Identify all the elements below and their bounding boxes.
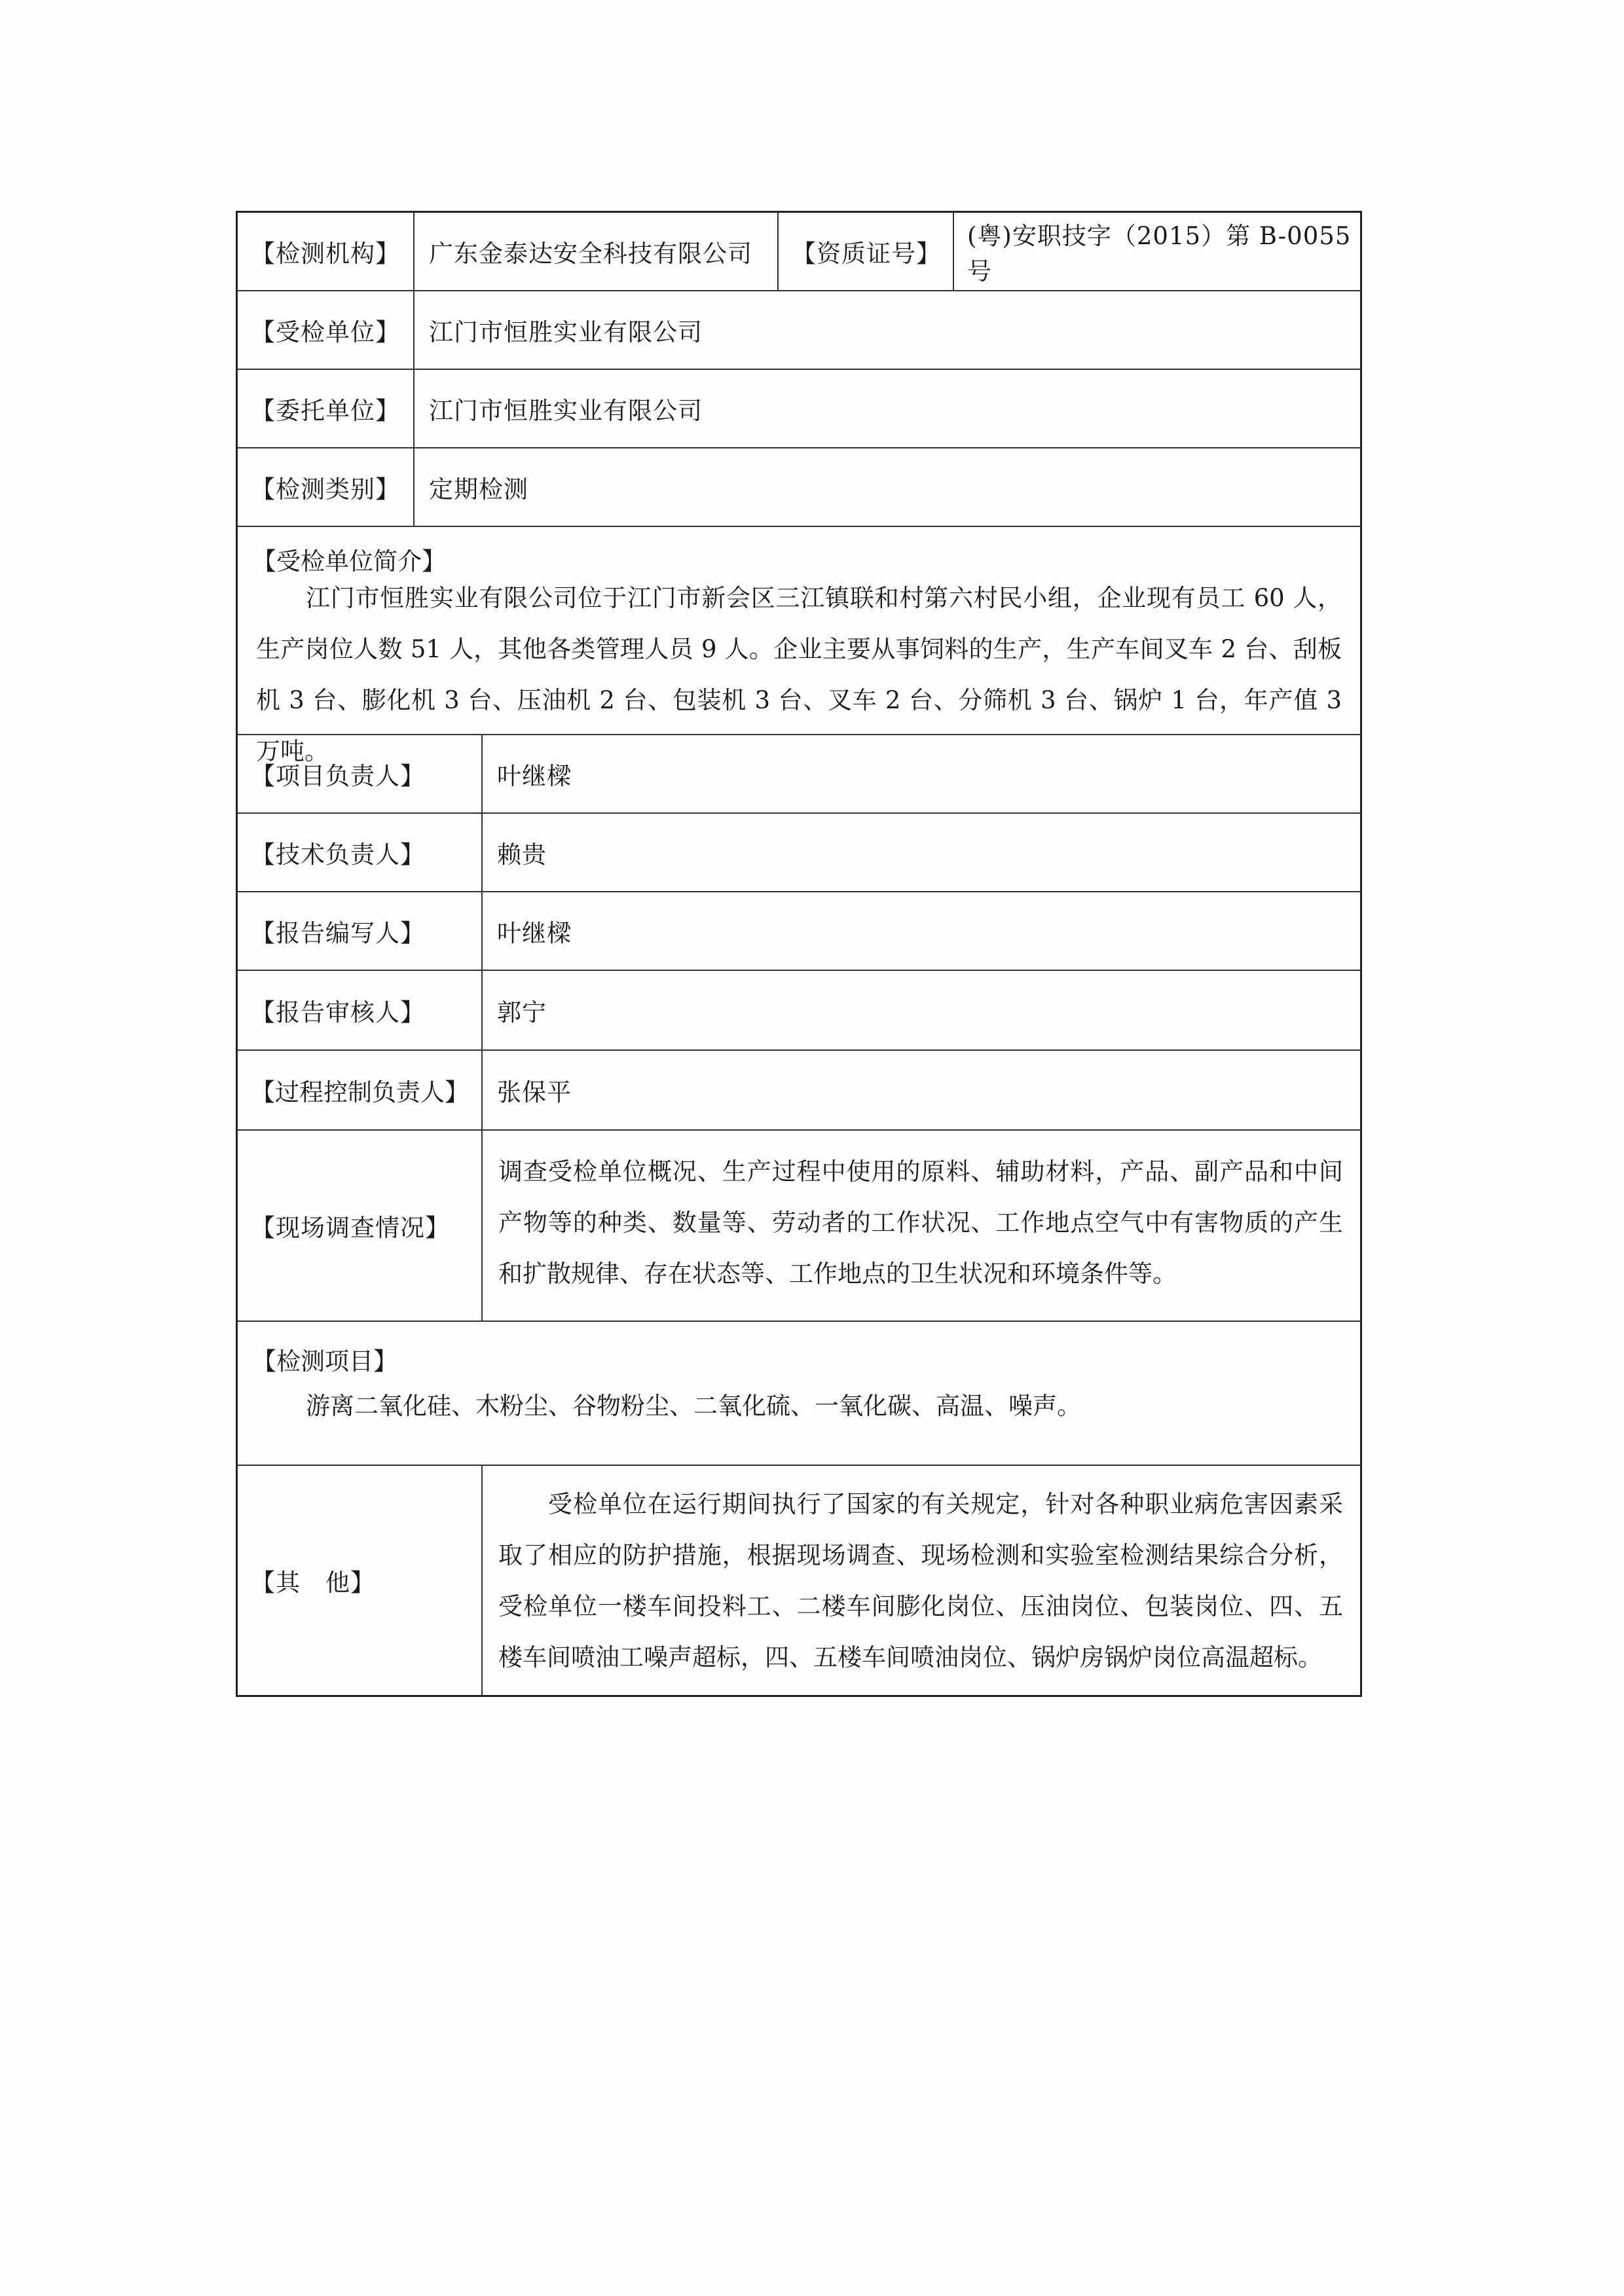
process-control-label: 【过程控制负责人】 [238,1051,483,1129]
row-category [238,448,1360,527]
items-text: 游离二氧化硅、木粉尘、谷物粉尘、二氧化硫、一氧化碳、高温、噪声。 [306,1392,1081,1420]
row-tech-lead [238,814,1360,892]
process-control-value: 张保平 [497,1078,572,1106]
category-label: 【检测类别】 [238,448,415,526]
survey-text: 调查受检单位概况、生产过程中使用的原料、辅助材料，产品、副产品和中间产物等的种类、数量等、劳动者的工作状况、工作地点空气中有害物质的产生和扩散规律、存在状态等、工作地点的卫生状况和环境条件等。 [498,1157,1343,1288]
tech-lead-label: 【技术负责人】 [238,814,483,891]
row-inspected [238,291,1360,370]
row-agency [238,213,1360,291]
row-items [238,1322,1360,1466]
items-label: 【检测项目】 [252,1347,397,1376]
row-client [238,370,1360,448]
row-report-writer [238,892,1360,971]
inspected-label: 【受检单位】 [238,291,415,369]
row-other [238,1466,1360,1695]
report-reviewer-label: 【报告审核人】 [238,971,483,1049]
other-text: 受检单位在运行期间执行了国家的有关规定，针对各种职业病危害因素采取了相应的防护措施，根据现场调查、现场检测和实验室检测结果综合分析，受检单位一楼车间投料工、二楼车间膨化岗位、压油岗位、包装岗位、四、五楼车间喷油工噪声超标，四、五楼车间喷油岗位、锅炉房锅炉岗位高温超标。 [498,1490,1343,1671]
agency-label: 【检测机构】 [238,213,415,290]
agency-value: 广东金泰达安全科技有限公司 [415,213,779,290]
row-survey [238,1131,1360,1322]
category-value: 定期检测 [429,475,528,503]
report-writer-label: 【报告编写人】 [238,892,483,970]
project-lead-value: 叶继樑 [497,762,572,790]
inspected-value: 江门市恒胜实业有限公司 [429,318,703,346]
row-report-reviewer [238,971,1360,1051]
profile-text: 江门市恒胜实业有限公司位于江门市新会区三江镇联和村第六村民小组，企业现有员工 60 人，生产岗位人数 51 人，其他各类管理人员 9 人。企业主要从事饲料的生产，生产车间叉车 2 台、刮板机 3 台、膨化机 3 台、压油机 2 台、包装机 3 台、叉车 2 台、分筛机 3 台、锅炉 1 台，年产值 3 万吨。 [256,584,1342,765]
cert-value: (粤)安职技字（2015）第 B-0055 号 [967,222,1352,285]
row-process-control [238,1051,1360,1131]
client-value: 江门市恒胜实业有限公司 [429,397,703,425]
report-reviewer-value: 郭宁 [497,998,547,1027]
survey-label: 【现场调查情况】 [238,1131,483,1321]
cert-label: 【资质证号】 [779,213,954,290]
report-writer-value: 叶继樑 [497,919,572,947]
row-profile [238,527,1360,765]
project-lead-label: 【项目负责人】 [238,735,483,812]
other-label: 【其 他】 [238,1466,483,1695]
profile-label: 【受检单位简介】 [252,547,446,575]
client-label: 【委托单位】 [238,370,415,447]
row-project-lead [238,735,1360,814]
tech-lead-value: 赖贵 [497,841,547,869]
inspection-info-table [236,211,1362,1697]
